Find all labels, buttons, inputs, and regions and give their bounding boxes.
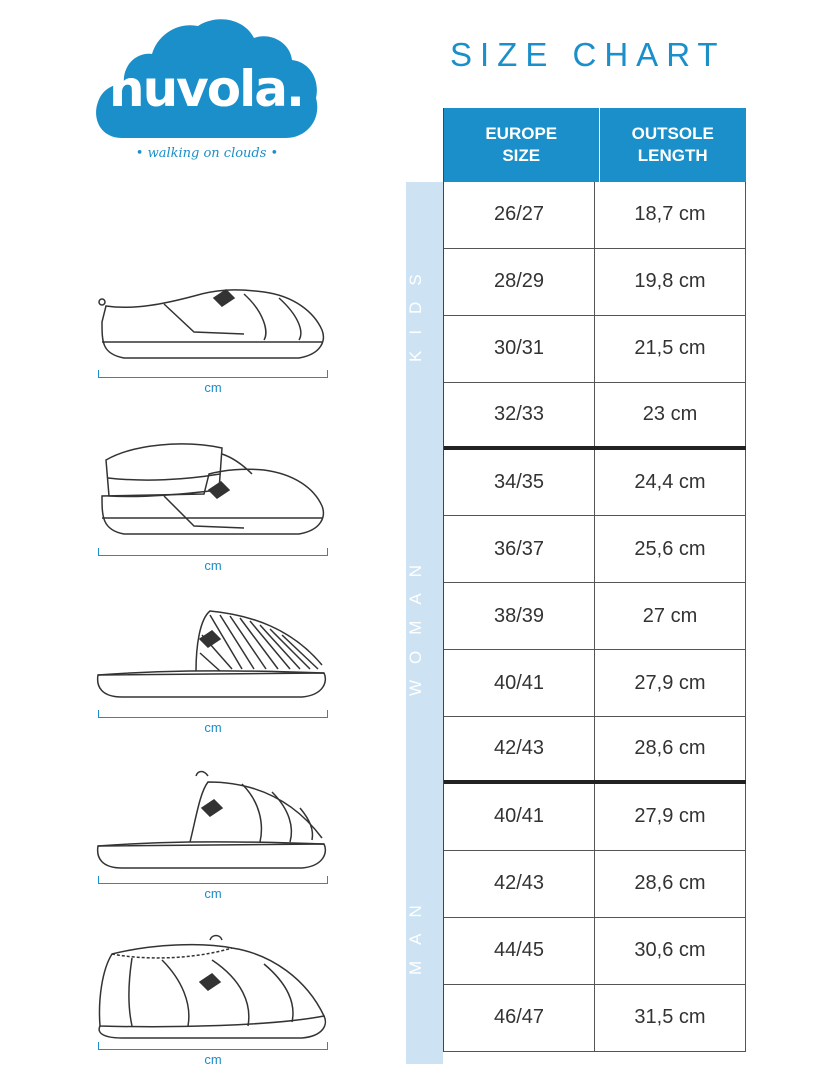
fleece-slipper-icon bbox=[92, 930, 332, 1040]
category-woman-label: WOMAN bbox=[406, 548, 425, 696]
size-cell: 36/37 bbox=[444, 516, 595, 582]
table-row bbox=[444, 249, 746, 316]
table-row bbox=[444, 316, 746, 383]
length-cell: 25,6 cm bbox=[595, 516, 746, 582]
table-header bbox=[444, 108, 746, 182]
length-cell: 18,7 cm bbox=[595, 182, 746, 248]
measure-unit: cm bbox=[204, 1052, 222, 1067]
category-woman-band bbox=[406, 452, 443, 792]
quilted-mule-icon bbox=[92, 768, 332, 873]
logo-wordmark: nuvola. bbox=[108, 60, 303, 118]
table-row bbox=[444, 516, 746, 583]
size-cell: 32/33 bbox=[444, 383, 595, 446]
table-row bbox=[444, 583, 746, 650]
length-cell: 27,9 cm bbox=[595, 784, 746, 850]
size-cell: 40/41 bbox=[444, 650, 595, 716]
size-cell: 42/43 bbox=[444, 717, 595, 780]
length-cell: 28,6 cm bbox=[595, 717, 746, 780]
measure-bracket bbox=[98, 1042, 328, 1050]
measure-unit: cm bbox=[204, 886, 222, 901]
striped-mule-icon bbox=[92, 605, 332, 705]
length-cell: 31,5 cm bbox=[595, 985, 746, 1051]
high-top-slipper-icon bbox=[94, 434, 334, 544]
measure-unit: cm bbox=[204, 720, 222, 735]
length-cell: 27,9 cm bbox=[595, 650, 746, 716]
category-kids-band bbox=[406, 182, 443, 452]
category-kids-label: KIDS bbox=[406, 258, 425, 362]
measure-bracket bbox=[98, 710, 328, 718]
size-cell: 30/31 bbox=[444, 316, 595, 382]
measure-unit: cm bbox=[204, 558, 222, 573]
tagline: • walking on clouds • bbox=[135, 146, 279, 161]
page-title: SIZE CHART bbox=[450, 36, 726, 73]
table-row bbox=[444, 450, 746, 517]
table-row bbox=[444, 918, 746, 985]
table-row bbox=[444, 717, 746, 784]
classic-slipper-icon bbox=[94, 282, 334, 367]
length-cell: 23 cm bbox=[595, 383, 746, 446]
length-cell: 27 cm bbox=[595, 583, 746, 649]
length-cell: 21,5 cm bbox=[595, 316, 746, 382]
size-cell: 34/35 bbox=[444, 450, 595, 516]
measure-unit: cm bbox=[204, 380, 222, 395]
size-cell: 40/41 bbox=[444, 784, 595, 850]
brand-logo bbox=[92, 10, 322, 170]
measure-bracket bbox=[98, 548, 328, 556]
table-row bbox=[444, 650, 746, 717]
size-chart-table bbox=[443, 108, 746, 1052]
category-man-band bbox=[406, 792, 443, 1064]
size-cell: 28/29 bbox=[444, 249, 595, 315]
size-cell: 38/39 bbox=[444, 583, 595, 649]
table-row bbox=[444, 985, 746, 1052]
size-cell: 42/43 bbox=[444, 851, 595, 917]
length-cell: 30,6 cm bbox=[595, 918, 746, 984]
table-row bbox=[444, 182, 746, 249]
header-europe-size: EUROPE SIZE bbox=[485, 124, 558, 165]
length-cell: 28,6 cm bbox=[595, 851, 746, 917]
length-cell: 24,4 cm bbox=[595, 450, 746, 516]
size-cell: 26/27 bbox=[444, 182, 595, 248]
size-cell: 46/47 bbox=[444, 985, 595, 1051]
table-row bbox=[444, 851, 746, 918]
size-cell: 44/45 bbox=[444, 918, 595, 984]
measure-bracket bbox=[98, 876, 328, 884]
header-outsole-length: OUTSOLE LENGTH bbox=[599, 108, 747, 182]
measure-bracket bbox=[98, 370, 328, 378]
length-cell: 19,8 cm bbox=[595, 249, 746, 315]
category-man-label: MAN bbox=[406, 889, 425, 975]
table-row bbox=[444, 784, 746, 851]
table-row bbox=[444, 383, 746, 450]
